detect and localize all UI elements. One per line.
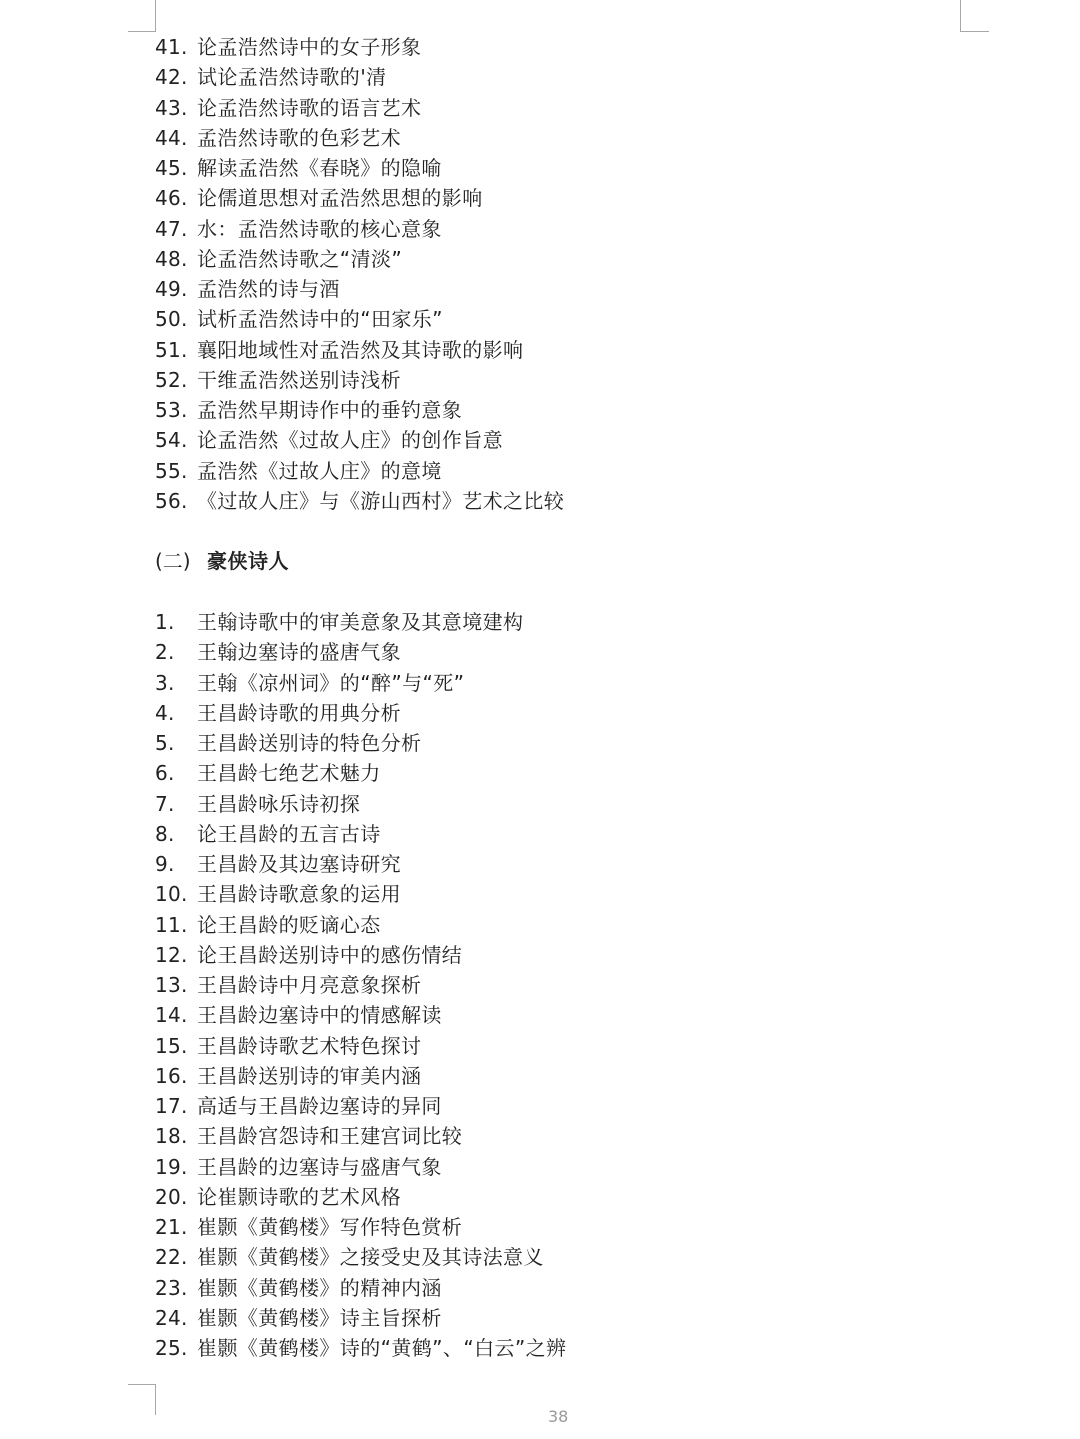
item-number: 41.: [155, 35, 188, 59]
list-item: [155, 910, 566, 940]
item-text: 崔颢《黄鹤楼》写作特色赏析: [197, 1215, 463, 1239]
item-number: 47.: [155, 216, 188, 241]
item-text: 王昌龄诗歌的用典分析: [197, 700, 401, 725]
item-text: 王昌龄咏乐诗初探: [197, 791, 361, 816]
item-number: 2.: [155, 640, 175, 665]
item-number: 55.: [155, 458, 188, 483]
list-item: [155, 304, 564, 334]
item-text: 王昌龄边塞诗中的情感解读: [197, 1003, 442, 1028]
item-number: 56.: [155, 488, 188, 513]
list-item: [155, 456, 564, 486]
item-number: 43.: [155, 95, 188, 120]
item-number: 22.: [155, 1245, 188, 1270]
item-number: 10.: [155, 882, 188, 907]
item-text: 孟浩然《过故人庄》的意境: [197, 458, 442, 483]
item-text: 王昌龄送别诗的审美内涵: [197, 1063, 422, 1088]
item-number: 54.: [155, 428, 188, 453]
list-item: [155, 1273, 566, 1303]
item-number: 21.: [155, 1215, 188, 1239]
item-text: 《过故人庄》与《游山西村》艺术之比较: [197, 488, 565, 513]
list-item: [155, 123, 564, 153]
item-number: 19.: [155, 1154, 188, 1179]
item-text: 王昌龄及其边塞诗研究: [197, 852, 401, 876]
list-item: [155, 214, 564, 244]
item-text: 论崔颢诗歌的艺术风格: [197, 1184, 401, 1209]
item-number: 51.: [155, 337, 188, 362]
item-number: 14.: [155, 1003, 188, 1028]
item-text: 论王昌龄的五言古诗: [197, 821, 381, 846]
item-text: 论孟浩然《过故人庄》的创作旨意: [197, 428, 503, 453]
item-text: 解读孟浩然《春晓》的隐喻: [197, 156, 442, 180]
item-text: 论孟浩然诗歌的语言艺术: [197, 95, 422, 120]
item-text: 襄阳地域性对孟浩然及其诗歌的影响: [197, 337, 524, 362]
item-number: 6.: [155, 761, 175, 786]
item-text: 崔颢《黄鹤楼》之接受史及其诗法意义: [197, 1245, 544, 1270]
item-number: 5.: [155, 731, 175, 755]
section-number: (二): [155, 549, 191, 573]
item-number: 13.: [155, 973, 188, 997]
list-item: [155, 849, 566, 879]
list-item: [155, 153, 564, 183]
list-item: [155, 335, 564, 365]
list-item: [155, 1121, 566, 1151]
item-text: 王昌龄送别诗的特色分析: [197, 731, 422, 755]
item-number: 53.: [155, 398, 188, 422]
item-number: 8.: [155, 821, 175, 846]
item-text: 崔颢《黄鹤楼》诗的“黄鹤”、“白云”之辨: [197, 1336, 567, 1360]
list-item: [155, 728, 566, 758]
item-number: 48.: [155, 246, 188, 271]
item-number: 4.: [155, 700, 175, 725]
item-number: 17.: [155, 1094, 188, 1118]
item-text: 王昌龄诗中月亮意象探析: [197, 973, 422, 997]
item-number: 3.: [155, 670, 175, 695]
item-text: 王昌龄诗歌艺术特色探讨: [197, 1033, 422, 1058]
item-number: 15.: [155, 1033, 188, 1058]
list-item: [155, 395, 564, 425]
item-text: 孟浩然早期诗作中的垂钓意象: [197, 398, 463, 422]
item-text: 崔颢《黄鹤楼》的精神内涵: [197, 1275, 442, 1300]
list-item: [155, 637, 566, 667]
item-text: 高适与王昌龄边塞诗的异同: [197, 1094, 442, 1118]
list-item: [155, 32, 564, 62]
section-heading: [155, 546, 289, 576]
item-text: 论王昌龄送别诗中的感伤情结: [197, 942, 463, 967]
item-number: 49.: [155, 277, 188, 301]
item-number: 25.: [155, 1336, 188, 1360]
item-number: 46.: [155, 186, 188, 211]
list-item: [155, 789, 566, 819]
item-text: 孟浩然诗歌的色彩艺术: [197, 125, 401, 150]
item-text: 王翰《凉州词》的“醉”与“死”: [197, 670, 465, 695]
list-item: [155, 1303, 566, 1333]
item-number: 23.: [155, 1275, 188, 1300]
list-item: [155, 1091, 566, 1121]
crop-mark-bottom-left: [128, 1384, 156, 1415]
list-item: [155, 1333, 566, 1363]
item-text: 王昌龄七绝艺术魅力: [197, 761, 381, 786]
item-text: 试析孟浩然诗中的“田家乐”: [197, 307, 443, 332]
list-item: [155, 758, 566, 788]
item-number: 9.: [155, 852, 175, 876]
item-text: 论王昌龄的贬谪心态: [197, 912, 381, 937]
topic-list-continued: [155, 32, 564, 516]
item-number: 1.: [155, 610, 175, 634]
list-item: [155, 244, 564, 274]
list-item: [155, 183, 564, 213]
item-number: 16.: [155, 1063, 188, 1088]
item-number: 12.: [155, 942, 188, 967]
item-number: 7.: [155, 791, 175, 816]
list-item: [155, 607, 566, 637]
list-item: [155, 274, 564, 304]
list-item: [155, 425, 564, 455]
list-item: [155, 486, 564, 516]
list-item: [155, 1242, 566, 1272]
item-number: 52.: [155, 367, 188, 392]
list-item: [155, 93, 564, 123]
list-item: [155, 1182, 566, 1212]
item-number: 44.: [155, 125, 188, 150]
item-text: 王翰边塞诗的盛唐气象: [197, 640, 401, 665]
item-text: 论孟浩然诗中的女子形象: [197, 35, 422, 59]
list-item: [155, 970, 566, 1000]
list-item: [155, 1000, 566, 1030]
item-number: 11.: [155, 912, 188, 937]
item-text: 崔颢《黄鹤楼》诗主旨探析: [197, 1305, 442, 1330]
list-item: [155, 365, 564, 395]
list-item: [155, 698, 566, 728]
list-item: [155, 668, 566, 698]
section-title: 豪侠诗人: [207, 549, 289, 573]
item-text: 王翰诗歌中的审美意象及其意境建构: [197, 610, 524, 634]
item-text: 王昌龄诗歌意象的运用: [197, 882, 401, 907]
item-text: 孟浩然的诗与酒: [197, 277, 340, 301]
list-item: [155, 1061, 566, 1091]
item-text: 论孟浩然诗歌之“清淡”: [197, 246, 403, 271]
item-number: 24.: [155, 1305, 188, 1330]
crop-mark-top-right: [960, 0, 989, 32]
item-number: 45.: [155, 156, 188, 180]
topic-list-section: [155, 607, 566, 1363]
crop-mark-top-left: [128, 0, 156, 32]
item-text: 王昌龄的边塞诗与盛唐气象: [197, 1154, 442, 1179]
item-number: 20.: [155, 1184, 188, 1209]
item-text: 论儒道思想对孟浩然思想的影响: [197, 186, 483, 211]
page-number: 38: [548, 1407, 569, 1426]
item-text: 试论孟浩然诗歌的'清: [197, 65, 387, 90]
item-number: 42.: [155, 65, 188, 90]
list-item: [155, 1031, 566, 1061]
item-text: 水：孟浩然诗歌的核心意象: [197, 216, 442, 241]
list-item: [155, 940, 566, 970]
list-item: [155, 1152, 566, 1182]
item-number: 18.: [155, 1124, 188, 1149]
list-item: [155, 62, 564, 92]
list-item: [155, 819, 566, 849]
list-item: [155, 879, 566, 909]
item-number: 50.: [155, 307, 188, 332]
list-item: [155, 1212, 566, 1242]
item-text: 干维孟浩然送别诗浅析: [197, 367, 401, 392]
item-text: 王昌龄宫怨诗和王建宫词比较: [197, 1124, 463, 1149]
